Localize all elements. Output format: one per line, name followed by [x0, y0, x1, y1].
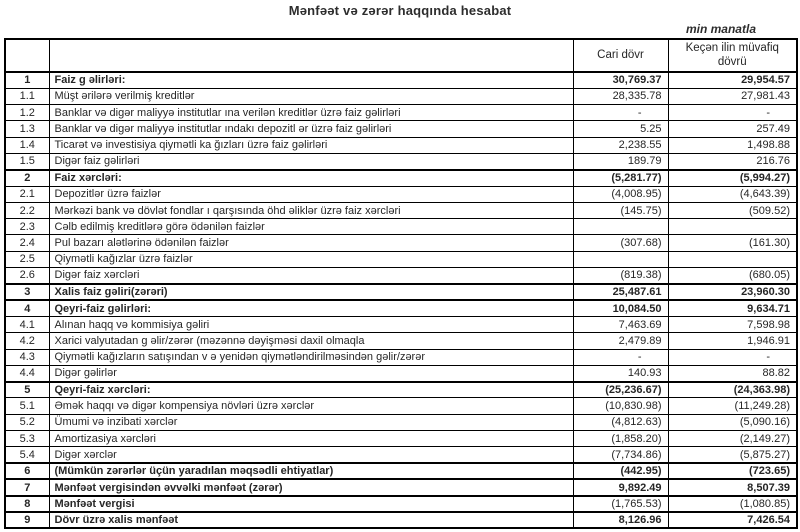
row-label: Mənfəət vergisi	[49, 496, 573, 512]
table-row	[5, 382, 797, 398]
value-previous: (24,363.98)	[668, 382, 797, 398]
value-current: (5,281.77)	[573, 170, 668, 186]
value-current: -	[573, 349, 668, 365]
row-number: 2.1	[5, 186, 49, 202]
value-previous: 257.49	[668, 121, 797, 137]
row-label: Mənfəət vergisindən əvvəlki mənfəət (zərər)	[49, 479, 573, 495]
row-number: 2	[5, 170, 49, 186]
value-current: (1,765.53)	[573, 496, 668, 512]
row-label: (Mümkün zərərlər üçün yaradılan məqsədli ehtiyatlar)	[49, 463, 573, 479]
row-label: Digər gəlirlər	[49, 365, 573, 381]
table-row	[5, 398, 797, 414]
value-previous: (509.52)	[668, 202, 797, 218]
value-current: 9,892.49	[573, 479, 668, 495]
table-row	[5, 170, 797, 186]
value-previous: (4,643.39)	[668, 186, 797, 202]
table-row	[5, 268, 797, 284]
row-label: Amortizasiya xərcləri	[49, 431, 573, 447]
column-header-previous-period: Keçən ilin müvafiq dövrü	[668, 39, 797, 72]
value-previous: (5,090.16)	[668, 414, 797, 430]
table-row	[5, 235, 797, 251]
table-row	[5, 431, 797, 447]
table-row	[5, 463, 797, 479]
row-number: 4.1	[5, 316, 49, 332]
value-previous: (5,994.27)	[668, 170, 797, 186]
table-row	[5, 479, 797, 495]
row-label: Qeyri-faiz gəlirləri:	[49, 300, 573, 316]
column-header-label	[49, 39, 573, 72]
value-previous: 1,498.88	[668, 137, 797, 153]
row-label: Ümumi və inzibati xərclər	[49, 414, 573, 430]
row-number: 6	[5, 463, 49, 479]
value-current: 30,769.37	[573, 72, 668, 88]
table-row	[5, 251, 797, 267]
row-label: Xalis faiz gəliri(zərəri)	[49, 284, 573, 300]
value-current: 140.93	[573, 365, 668, 381]
value-previous: 9,634.71	[668, 300, 797, 316]
table-row	[5, 202, 797, 218]
value-previous: 7,598.98	[668, 316, 797, 332]
value-previous: (1,080.85)	[668, 496, 797, 512]
table-row	[5, 105, 797, 121]
row-number: 4.4	[5, 365, 49, 381]
row-number: 2.6	[5, 268, 49, 284]
value-previous	[668, 219, 797, 235]
table-row	[5, 284, 797, 300]
table-row	[5, 333, 797, 349]
row-label: Cəlb edilmiş kreditlərə görə ödənilən faizlər	[49, 219, 573, 235]
value-current	[573, 251, 668, 267]
row-label: Digər xərclər	[49, 447, 573, 463]
row-number: 4.3	[5, 349, 49, 365]
value-current: (442.95)	[573, 463, 668, 479]
column-header-current-period: Cari dövr	[573, 39, 668, 72]
page-title: Mənfəət və zərər haqqında hesabat	[288, 3, 512, 18]
value-previous: 29,954.57	[668, 72, 797, 88]
value-previous: -	[668, 349, 797, 365]
value-current: (307.68)	[573, 235, 668, 251]
value-current: (819.38)	[573, 268, 668, 284]
row-number: 5.2	[5, 414, 49, 430]
row-number: 3	[5, 284, 49, 300]
row-label: Əmək haqqı və digər kompensiya növləri üzrə xərclər	[49, 398, 573, 414]
report-table-body	[5, 72, 797, 528]
table-row	[5, 219, 797, 235]
value-previous: 27,981.43	[668, 88, 797, 104]
row-number: 1.5	[5, 153, 49, 169]
row-label: Faiz g əlirləri:	[49, 72, 573, 88]
row-label: Ticarət və investisiya qiymətli ka ğızları üzrə faiz gəlirləri	[49, 137, 573, 153]
value-current: (145.75)	[573, 202, 668, 218]
table-header	[5, 39, 797, 72]
table-row	[5, 365, 797, 381]
value-current: (7,734.86)	[573, 447, 668, 463]
row-label: Qiymətli kağızların satışından v ə yenidən qiymətləndirilməsindən gəlir/zərər	[49, 349, 573, 365]
table-row	[5, 186, 797, 202]
table-row	[5, 447, 797, 463]
row-number: 2.2	[5, 202, 49, 218]
value-current: 2,479.89	[573, 333, 668, 349]
value-previous: 8,507.39	[668, 479, 797, 495]
value-previous: 23,960.30	[668, 284, 797, 300]
value-current: 2,238.55	[573, 137, 668, 153]
table-row	[5, 137, 797, 153]
value-previous: (680.05)	[668, 268, 797, 284]
row-number: 7	[5, 479, 49, 495]
value-current: 28,335.78	[573, 88, 668, 104]
row-label: Alınan haqq və kommisiya gəliri	[49, 316, 573, 332]
row-label: Qiymətli kağızlar üzrə faizlər	[49, 251, 573, 267]
row-number: 1	[5, 72, 49, 88]
row-number: 2.5	[5, 251, 49, 267]
table-row	[5, 414, 797, 430]
value-current: (4,812.63)	[573, 414, 668, 430]
row-label: Xarici valyutadan g əlir/zərər (məzənnə dəyişməsi daxil olmaqla	[49, 333, 573, 349]
value-current: 7,463.69	[573, 316, 668, 332]
table-row	[5, 316, 797, 332]
value-current	[573, 219, 668, 235]
row-number: 1.3	[5, 121, 49, 137]
row-label: Mərkəzi bank və dövlət fondlar ı qarşısında öhd əliklər üzrə faiz xərcləri	[49, 202, 573, 218]
value-previous: 216.76	[668, 153, 797, 169]
value-current: 5.25	[573, 121, 668, 137]
table-row	[5, 153, 797, 169]
row-number: 5	[5, 382, 49, 398]
profit-loss-table	[4, 38, 798, 529]
value-previous: 7,426.54	[668, 512, 797, 528]
row-label: Dövr üzrə xalis mənfəət	[49, 512, 573, 528]
value-current: (25,236.67)	[573, 382, 668, 398]
row-label: Digər faiz gəlirləri	[49, 153, 573, 169]
row-number: 2.4	[5, 235, 49, 251]
value-previous: (161.30)	[668, 235, 797, 251]
row-label: Qeyri-faiz xərcləri:	[49, 382, 573, 398]
value-current: 8,126.96	[573, 512, 668, 528]
row-number: 1.2	[5, 105, 49, 121]
header-row	[5, 39, 797, 72]
row-number: 4.2	[5, 333, 49, 349]
row-label: Banklar və digər maliyyə institutlar ına verilən kreditlər üzrə faiz gəlirləri	[49, 105, 573, 121]
row-number: 5.4	[5, 447, 49, 463]
value-current: 10,084.50	[573, 300, 668, 316]
row-number: 1.1	[5, 88, 49, 104]
value-current: (1,858.20)	[573, 431, 668, 447]
row-label: Depozitlər üzrə faizlər	[49, 186, 573, 202]
row-number: 5.1	[5, 398, 49, 414]
table-row	[5, 300, 797, 316]
table-row	[5, 72, 797, 88]
row-number: 5.3	[5, 431, 49, 447]
row-label: Faiz xərcləri:	[49, 170, 573, 186]
value-current: -	[573, 105, 668, 121]
row-number: 4	[5, 300, 49, 316]
unit-note: min manatla	[685, 22, 756, 36]
value-previous: (5,875.27)	[668, 447, 797, 463]
value-previous	[668, 251, 797, 267]
table-row	[5, 88, 797, 104]
table-row	[5, 121, 797, 137]
row-number: 9	[5, 512, 49, 528]
value-previous: 88.82	[668, 365, 797, 381]
row-label: Müşt ərilərə verilmiş kreditlər	[49, 88, 573, 104]
value-current: 25,487.61	[573, 284, 668, 300]
row-number: 1.4	[5, 137, 49, 153]
value-previous: (723.65)	[668, 463, 797, 479]
table-row	[5, 349, 797, 365]
value-previous: (2,149.27)	[668, 431, 797, 447]
value-current: (10,830.98)	[573, 398, 668, 414]
value-previous: 1,946.91	[668, 333, 797, 349]
value-current: 189.79	[573, 153, 668, 169]
row-number: 8	[5, 496, 49, 512]
table-row	[5, 512, 797, 528]
row-label: Pul bazarı alətlərinə ödənilən faizlər	[49, 235, 573, 251]
row-label: Banklar və digər maliyyə institutlar ındakı depozitl ər üzrə faiz gəlirləri	[49, 121, 573, 137]
row-label: Digər faiz xərcləri	[49, 268, 573, 284]
table-row	[5, 496, 797, 512]
column-header-number	[5, 39, 49, 72]
row-number: 2.3	[5, 219, 49, 235]
value-previous: -	[668, 105, 797, 121]
value-previous: (11,249.28)	[668, 398, 797, 414]
value-current: (4,008.95)	[573, 186, 668, 202]
